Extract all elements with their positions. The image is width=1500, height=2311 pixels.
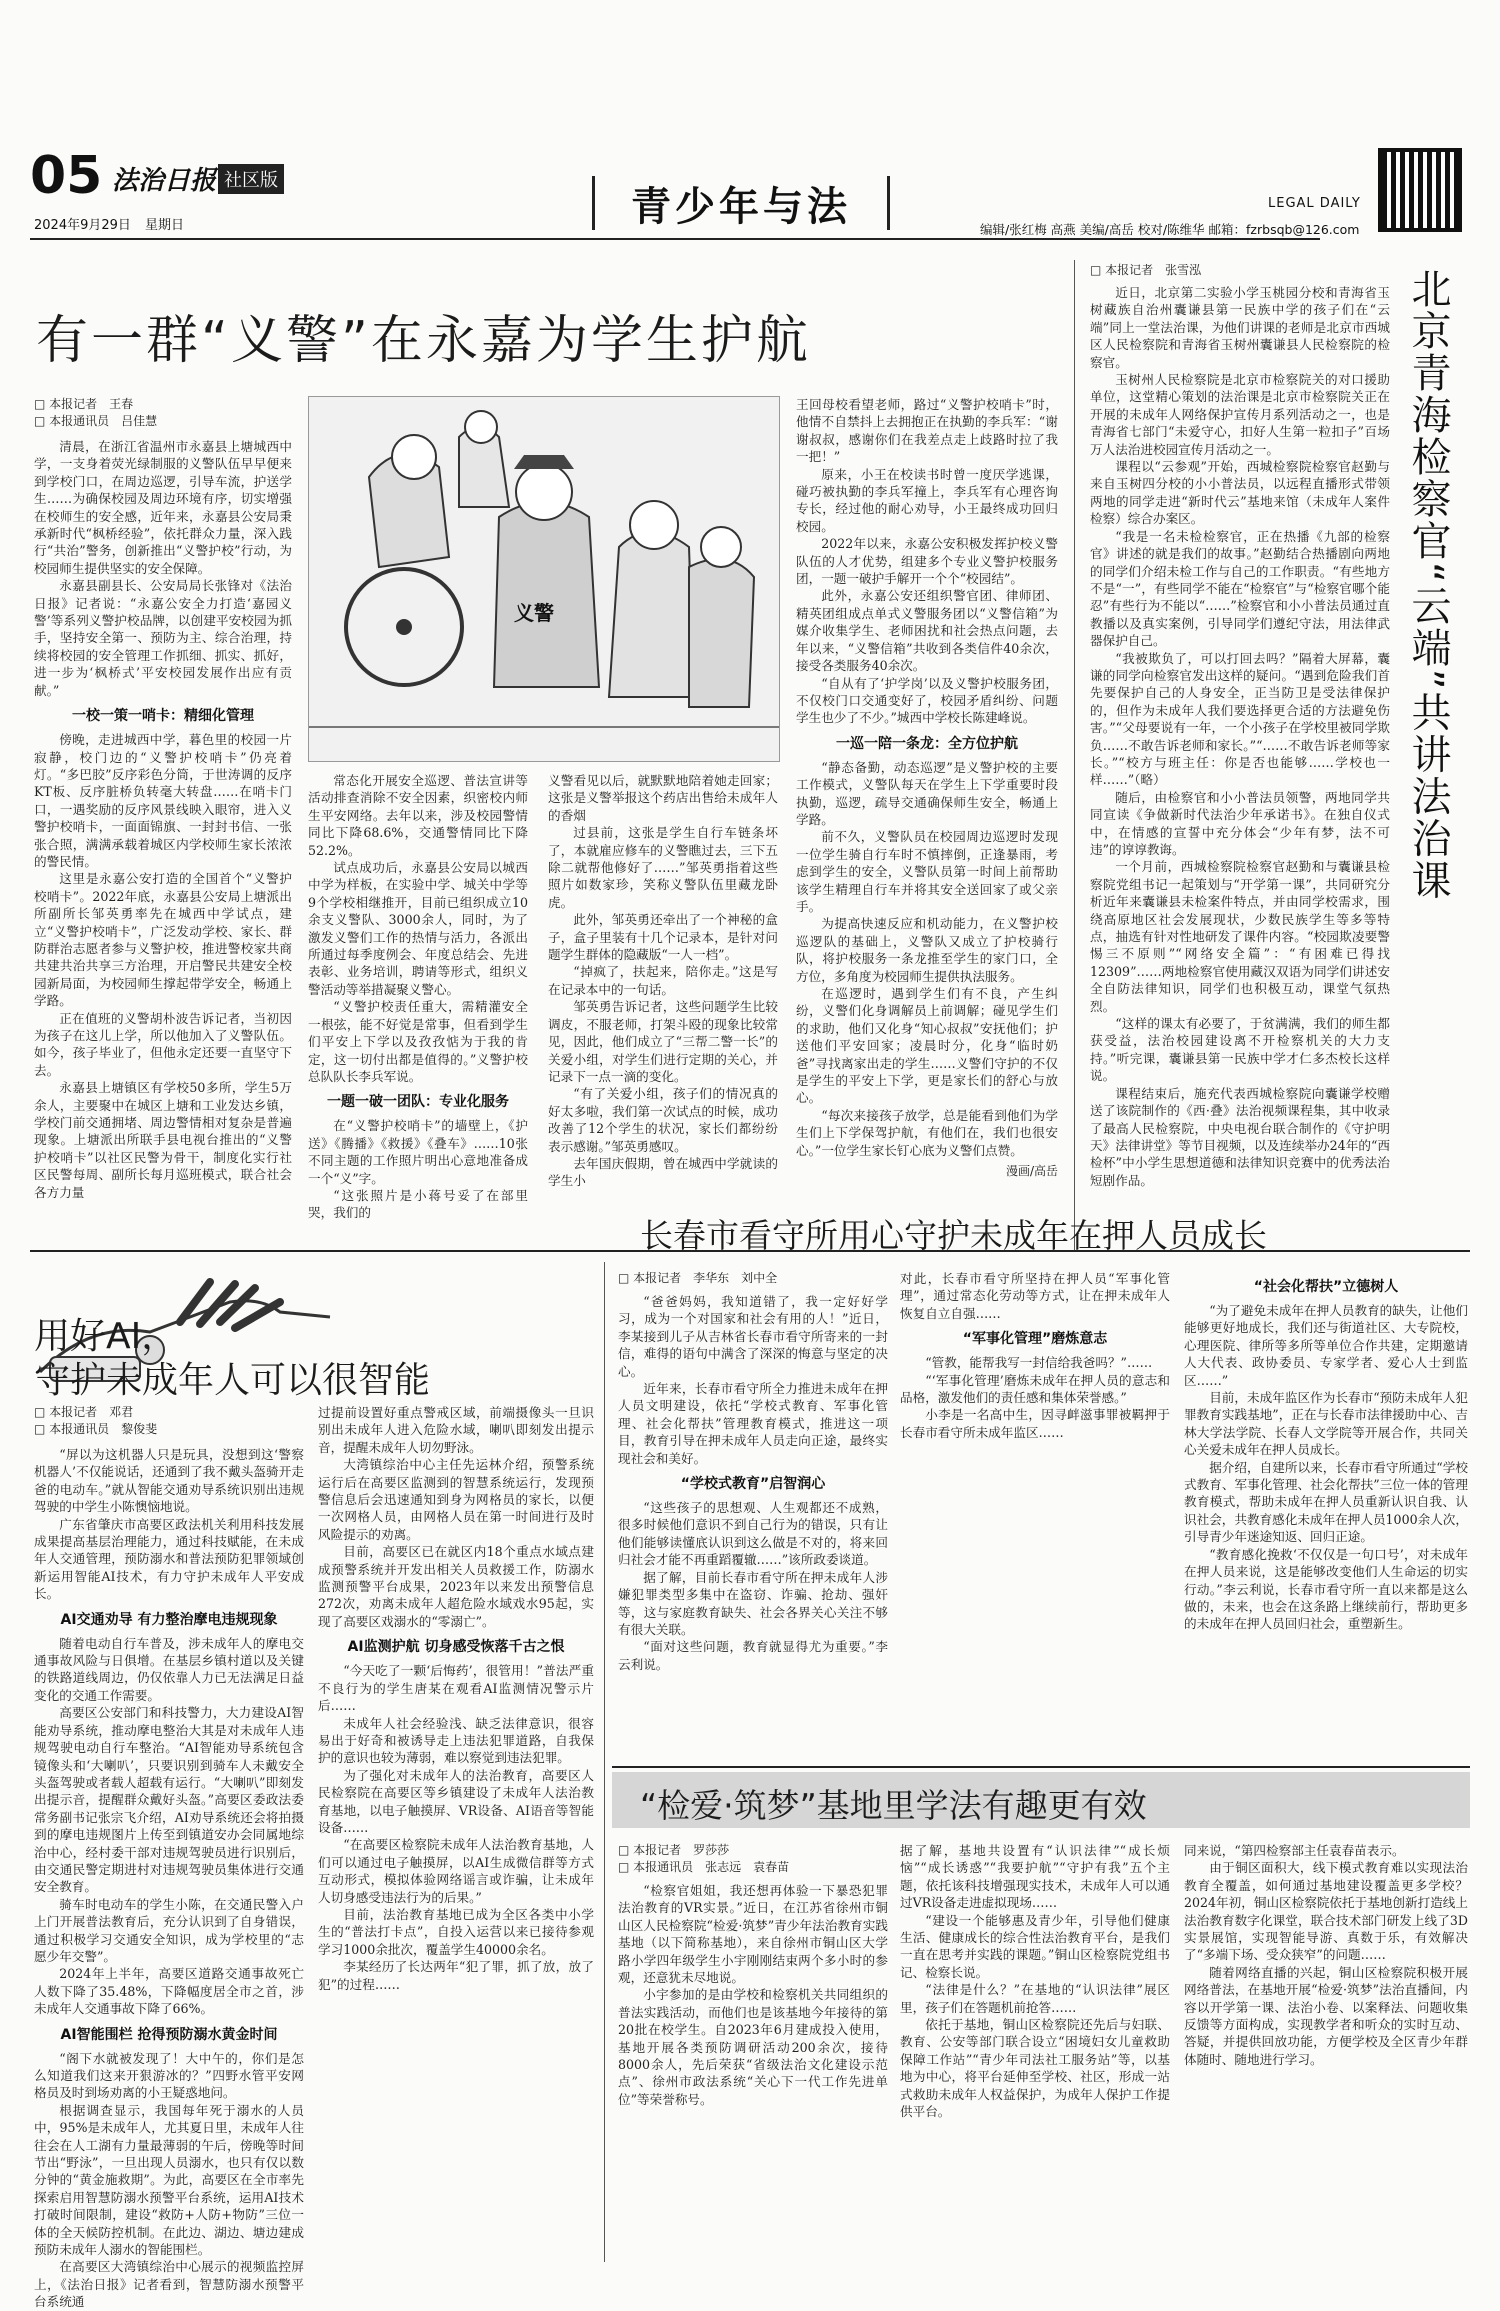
paragraph: 清晨，在浙江省温州市永嘉县上塘城西中学，一支身着荧光绿制服的义警队伍早早便来到学校门口，在周边巡逻，引导车流，护送学生……为确保校园及周边环境有序，切实增强在校师生的安全感，近年来，永嘉县公安局秉承新时代“枫桥经验”，依托群众力量，深入践行“共治”警务，创新推出“义警护校”行动，为校园师生提供坚实的安全保障。 (34, 439, 292, 576)
volunteer-police-cartoon-icon (309, 397, 779, 761)
column-divider (1074, 260, 1075, 1250)
article5-byline2: □ 本报通讯员 张志远 袁春苗 (618, 1860, 790, 1874)
article1-byline2: □ 本报通讯员 吕佳慧 (34, 414, 158, 428)
paragraph: “这张照片是小蒋号妥了在部里哭，我们的 (308, 1187, 528, 1221)
paragraph: “今天吃了一颗‘后悔药’，很管用！”普法严重不良行为的学生唐某在观看AI监测情况警示片后…… (318, 1663, 594, 1714)
paragraph: 随着网络直播的兴起，铜山区检察院积极开展网络普法，在基地开展“检爱·筑梦”法治直播间，内容以开学第一课、法治小卷、以案释法、问题收集反馈等方面构成，实现教学者和听众的实时互动、答疑，并提供回放功能，方便学校及全区青少年群体随时、随地进行学习。 (1184, 1964, 1468, 2067)
article1-title: 有一群“义警”在永嘉为学生护航 (36, 311, 811, 371)
paragraph: 近日，北京第二实验小学玉桃园分校和青海省玉树藏族自治州囊谦县第一民族中学的孩子们在“云端”同上一堂法治课，为他们讲课的老师是北京市西城区人民检察院和青海省玉树州囊谦县人民检察院的检察官。 (1090, 285, 1390, 370)
paragraph: “有了关爱小组，孩子们的情况真的好太多啦，我们第一次试点的时候，成功改善了12个学生的状况，家长们都纷纷表示感谢。”邹英勇感叹。 (548, 1086, 778, 1154)
paragraph: 去年国庆假期，曾在城西中学就读的学生小 (548, 1155, 778, 1189)
article4-subhead1: “学校式教育”启智润心 (680, 1476, 826, 1493)
paragraph: 这里是永嘉公安打造的全国首个“义警护校哨卡”。2022年底，永嘉县公安局上塘派出所副所长邹英勇率先在城西中学试点，建立“义警护校哨卡”，广泛发动学校、家长、群防群治志愿者参与义警护校，推进警校家共商共建共治共享三方治理，开启警民共建安全校园新局面，为校园师生撑起带学安全，畅通上学路。 (34, 871, 292, 1009)
article2-body (1090, 284, 1390, 1244)
paragraph: 试点成功后，永嘉县公安局以城西中学为样板，在实验中学、城关中学等9个学校相继推开，目前已组织成立10余支义警队、3000余人，同时，为了激发义警们工作的热情与活力，各派出所通过每季度例会、年度总结会、先进表彰、业务培训，聘请等形式，组织义警活动等举措凝聚义警心。 (308, 860, 528, 997)
paragraph: 在高要区大湾镇综治中心展示的视频监控屏上，《法治日报》记者看到，智慧防溺水预警平台系统通 (34, 2259, 304, 2310)
paragraph: “我是一名未检检察官，正在热播《九部的检察官》讲述的就是我们的故事。”赵勤结合热播剧向两地的同学们介绍未检工作与自己的工作职责。“有些地方不是“一”，有些同学不能在“检察官”与“检察官哪个能忍”有些行为不能以“……”检察官和小小普法员通过直教播以及真实案例，引导同学们遵纪守法，用法律武器保护自己。 (1090, 528, 1390, 649)
qr-code-icon (1378, 148, 1462, 232)
paragraph: 2022年以来，永嘉公安积极发挥护校义警队伍的人才优势，组建多个专业义警护校服务团，一题一破护手解开一个个“校园结”。 (796, 536, 1058, 587)
paragraph: 同来说，“第四检察部主任袁春苗表示。 (1184, 1843, 1405, 1858)
section-title-box (592, 176, 890, 230)
paragraph: 傍晚，走进城西中学，暮色里的校园一片寂静，校门边的“义警护校哨卡”仍亮着灯。“多巴胶”反序彩色分筒，于世涛调的反序KT板、反序脏桥负转毫大转盘……在哨卡门口，一遇奖励的反序风景线映入眼帘，进入义警护校哨卡，一面面锦旗、一封封书信、一张张合照，满满承载着城区内学校师生家长浓浓的警民情。 (34, 732, 292, 869)
paragraph: 据介绍，自建所以来，长春市看守所通过“学校式教育、军事化管理、社会化帮扶”三位一体的管理教育模式，帮助未成年在押人员重新认识自我、认识社会，共教育感化未成年在押人员1000余人次，引导青少年迷途知返、回归正途。 (1184, 1459, 1468, 1545)
paragraph: 王回母校看望老师，路过“义警护校哨卡”时，他情不自禁抖上去拥抱正在执勤的李兵军：“谢谢叔叔，感谢你们在我差点走上歧路时拉了我一把！” (796, 397, 1058, 465)
article5-col1 (618, 1842, 888, 2272)
paragraph: 此外，邹英勇还牵出了一个神秘的盒子，盒子里装有十几个记录本，是针对问题学生群体的隐藏版“一人一档”。 (548, 912, 778, 963)
paragraph: “教育感化挽救‘不仅仅是一句口号’，对未成年在押人员来说，这是能够改变他们人生命运的切实行动。”李云利说，长春市看守所一直以来都是这么做的，未来，也会在这条路上继续前行，帮助更多的未成年在押人员回归社会，重塑新生。 (1184, 1546, 1468, 1632)
paragraph: 高要区公安部门和科技警力，大力建设AI智能劝导系统，推动摩电整治大其是对未成年人违规驾驶电动自行车整治。“AI智能劝导系统包含镜像头和‘大喇叭’，只要识别到骑车人未戴安全头盔驾驶或者载人超载有运行。“大喇叭”即刻发出提示音，提醒群众戴好头盔。”高要区委政法委常务副书记张宗飞介绍，AI劝导系统还会将拍摄到的摩电违规图片上传至到镇道安办会同属地综治中心，经村委干部对违规驾驶员进行识别后，由交通民警定期进村对违规驾驶员集体进行交通安全教育。 (34, 1705, 304, 1895)
article5-byline1: □ 本报记者 罗莎莎 (618, 1843, 730, 1857)
section-title: 青少年与法 (631, 183, 851, 230)
paragraph: 2024年上半年，高要区道路交通事故死亡人数下降了35.48%，下降幅度居全市之首，涉未成年人交通事故下降了66%。 (34, 1966, 304, 2017)
paragraph: “面对这些问题，教育就显得尤为重要。”李云利说。 (618, 1639, 888, 1672)
paper-name: 法治日报 (112, 166, 217, 196)
paragraph: “为了避免未成年在押人员教育的缺失，让他们能够更好地成长，我们还与街道社区、大专院校，心理医院、律所等多所等单位合作共建，定期邀请人大代表、政协委员、专家学者、爱心人士到监区……” (1184, 1303, 1468, 1388)
article1-byline1: □ 本报记者 王春 (34, 397, 134, 411)
paragraph: “建设一个能够惠及青少年，引导他们健康生活、健康成长的综合性法治教育平台，是我们一直在思考并实践的课题。”铜山区检察院党组书记、检察长说。 (900, 1912, 1170, 1980)
issue-date (34, 214, 184, 233)
paragraph: 课程结束后，施充代表西城检察院向囊谦学校赠送了该院制作的《西·叠》法治视频课程集，其中收录了最高人民检察院，中央电视台联合制作的《守护明天》法律讲堂》等节目视频，以及连续举办24年的“西检杯”中小学生思想道德和法律知识竞赛中的优秀法治短剧作品。 (1090, 1085, 1390, 1188)
paragraph: 小李是一名高中生，因寻衅滋事罪被羁押于长春市看守所未成年监区…… (900, 1407, 1170, 1440)
paragraph: 据了解，目前长春市看守所在押未成年人涉嫌犯罪类型多集中在盗窃、诈骗、抢劫、强奸等，这与家庭教育缺失、社会各界关心关注不够有很大关联。 (618, 1569, 888, 1637)
paragraph: “阁下水就被发现了！大中午的，你们是怎么知道我们这来开狠游冰的？”四野水管平安网格员及时到场劝离的小王疑惑地问。 (34, 2050, 304, 2101)
article4-title: 长春市看守所用心守护未成年在押人员成长 (640, 1216, 1267, 1255)
paragraph: 目前，高要区已在就区内18个重点水域点建成预警系统并开发出相关人员救援工作，防溺水监测预警平台成果，2023年以来发出预警信息272次，劝离未成年人超危险水域戏水95起，实现了高要区戏溺水的“零溺亡”。 (318, 1544, 594, 1629)
paragraph: 依托于基地，铜山区检察院还先后与妇联、教育、公安等部门联合设立“困境妇女儿童救助保障工作站”“青少年司法社工服务站”等，以基地为中心，将平台延伸至学校、社区，形成一站式救助未成年人权益保护，为成年人保护工作提供平台。 (900, 2017, 1170, 2120)
article3-subhead2: AI智能围栏 抢得预防溺水黄金时间 (60, 2026, 278, 2043)
article5-col3 (1184, 1842, 1468, 2272)
article1-subhead2: 一题一破一团队：专业化服务 (327, 1094, 509, 1111)
paragraph: “屏以为这机器人只是玩具，没想到这‘警察机器人’不仅能说话，还通到了我不戴头盔骑开走爸的电动车。”就从智能交通劝导系统识别出违规驾驶的中学生小陈懊恼地说。 (34, 1447, 304, 1515)
paragraph: 根据调查显示，我国每年死于溺水的人员中，95%是未成年人，尤其夏日里，未成年人往往会在人工湖有力量最薄弱的午后，傍晚等时间节出“野泳”，一旦出现人员溺水，也只有仅以数分钟的“黄金施救期”。为此，高要区在全市率先探索启用智慧防溺水预警平台系统，运用AI技术打破时间限制，建设“救防+人防+物防”三位一体的全天候防控机制。在此边、湖边、塘边建成预防未成年人溺水的智能围栏。 (34, 2102, 304, 2258)
paragraph: 李某经历了长达两年“犯了罪，抓了放，放了犯”的过程…… (318, 1959, 594, 1992)
paragraph: “爸爸妈妈，我知道错了，我一定好好学习，成为一个对国家和社会有用的人！”近日，李某接到儿子从吉林省长春市看守所寄来的一封信，难得的语句中满含了深深的悔意与坚定的决心。 (618, 1294, 888, 1379)
paragraph: “法律是什么？”在基地的“认识法律”展区里，孩子们在答题机前抢答…… (900, 1982, 1170, 2015)
paragraph: “我被欺负了，可以打回去吗？”隔着大屏幕，囊谦的同学向检察官发出这样的疑问。“遇到危险我们首先要保护自己的人身安全，正当防卫是受法律保护的，但作为未成年人我们要选择更合适的方法避免伤害。”“父母要说有一年，一个小孩子在学校里被同学欺负……不敢告诉老师和家长。”“……不敢告诉老师等家长。”“校方与班主任：你是否也能够……学校也一样……”（略） (1090, 650, 1390, 788)
paragraph: 常态化开展安全巡逻、普法宣讲等活动排查消除不安全因素，织密校内师生平安网络。去年以来，涉及校园警情同比下降68.6%，交通警情同比下降52.2%。 (308, 773, 528, 858)
paragraph: 大湾镇综治中心主任先运林介绍，预警系统运行后在高要区监测到的智慧系统运行，发现预警信息后会迅速通知到身为网格员的家长，以便一次网格人员，由网格人员在第一时间进行及时风险提示的劝离。 (318, 1457, 594, 1542)
paragraph: 原来，小王在校读书时曾一度厌学逃课，碰巧被执勤的李兵军撞上，李兵军有心理咨询专长，经过他的耐心劝导，小王最终成功回归校园。 (796, 466, 1058, 534)
article4-col1 (618, 1270, 888, 1754)
paragraph: 对此，长春市看守所坚持在押人员“军事化管理”，通过常态化劳动等方式，让在押未成年人恢复自立自强…… (900, 1271, 1170, 1321)
paragraph: 随后，由检察官和小小普法员领警，两地同学共同宣读《争做新时代法治少年承诺书》。在独自仪式中，在情感的宣誓中充分体会“少年有梦，法不可违”的谆谆教诲。 (1090, 789, 1390, 857)
paragraph: 永嘉县上塘镇区有学校50多所，学生5万余人，主要聚中在城区上塘和工业发达乡镇，学校门前交通拥堵、周边警情相对复杂是普遍现象。上塘派出所联手县电视台推出的“义警护校哨卡”以社区民警为骨干，制度化实行社区民警每周、副所长每月巡班模式，联合社会各方力量 (34, 1080, 292, 1200)
paragraph: “静态备勤，动态巡逻”是义警护校的主要工作模式，义警队每天在学生上下学重要时段执勤，巡逻，疏导交通确保师生安全，畅通上学路。 (796, 759, 1058, 827)
paragraph: “这样的课太有必要了，于贫满满，我们的师生都获受益，法治校园建设离不开检察机关的大力支持。”听完课，囊谦县第一民族中学才仁多杰校长这样说。 (1090, 1016, 1390, 1084)
paragraph: 由于铜区面积大，线下模式教育难以实现法治教育全覆盖，如何通过基地建设覆盖更多学校？2024年初，铜山区检察院依托于基地创新打造线上法治教育数字化课堂，联合技术部门研发上线了3D实景展馆，实现智能导游、真数于乐，有效解决了“多端下场、受众狭窄”的问题…… (1184, 1860, 1468, 1963)
section-rule (612, 1766, 1470, 1768)
illustration-vest-label: 义警 (514, 601, 554, 625)
article2-byline: □ 本报记者 张雪泓 (1090, 263, 1202, 277)
paragraph: “这些孩子的思想观、人生观都还不成熟，很多时候他们意识不到自己行为的错误，只有让他们能够读懂底认识到这么做是不对的，将来回归社会才能不再重蹈覆辙……”该所政委谈道。 (618, 1500, 888, 1568)
article1-subhead1: 一校一策一哨卡：精细化管理 (72, 708, 254, 725)
header-rule (30, 238, 1320, 240)
article4-col2 (900, 1270, 1170, 1754)
paragraph: 前不久，义警队员在校园周边巡逻时发现一位学生骑自行车时不慎摔倒，正逢暴雨，考虑到学生的安全，义警队员第一时间上前帮助该学生精理自行车并将其安全送回家了或父亲手。 (796, 829, 1058, 914)
article2-title: 北京青海检察官“云端”共讲法治课 (1405, 268, 1451, 902)
paragraph: 目前，法治教育基地已成为全区各类中小学生的“普法打卡点”，自投入运营以来已接待参观学习1000余批次，覆盖学生40000余名。 (318, 1906, 594, 1957)
illustration-credit: 漫画/高岳 (1005, 1164, 1058, 1179)
article5-col2 (900, 1842, 1170, 2272)
paragraph: 玉树州人民检察院是北京市检察院关的对口援助单位，这堂精心策划的法治课是北京市检察院关正在开展的未成年人网络保护宣传月系列活动之一，也是青海省七部门“未爱守心，扣好人生第一粒扣子”百场万人法治进校园宣传月活动之一。 (1090, 372, 1390, 457)
article3-subhead3: AI监测护航 切身感受恢落千古之恨 (347, 1639, 565, 1656)
paragraph: “在高要区检察院未成年人法治教育基地，人们可以通过电子触摸屏，以AI生成微信群等方式互动形式，模拟体验网络谣言或诈骗，让未成年人切身感受违法行为的后果。” (318, 1837, 594, 1905)
article3-subhead1: AI交通劝导 有力整治摩电违规现象 (60, 1611, 278, 1628)
article4-subhead2: “军事化管理”磨炼意志 (962, 1331, 1108, 1348)
paragraph: 近年来，长春市看守所全力推进未成年在押人员文明建设，依托“学校式教育、军事化管理、社会化帮扶”管理教育模式，推进这一项目，教育引导在押未成年人员走向正途，最终实现社会和美好。 (618, 1381, 888, 1466)
paragraph: 据了解，基地共设置有“认识法律”“成长烦恼”“成长诱惑”“我要护航”“守护有我”五个主题，依托该科技增强现实技术，未成年人可以通过VR设备走进虚拟现场…… (900, 1843, 1170, 1911)
legal-daily-label: LEGAL DAILY (1268, 196, 1361, 211)
staff-credits: 编辑/张红梅 高燕 美编/高岳 校对/陈维华 邮箱：fzrbsqb@126.com (980, 222, 1360, 237)
paragraph: 为了强化对未成年人的法治教育，高要区人民检察院在高要区等乡镇建设了未成年人法治教育基地，以电子触摸屏、VR设备、AI语音等智能设备…… (318, 1767, 594, 1835)
date-text: 2024年9月29日 (34, 218, 131, 233)
article3-title-line1: 用好AI， (34, 1316, 178, 1357)
paragraph: 一个月前，西城检察院检察官赵勤和与囊谦县检察院党组书记一起策划与“开学第一课”，共同研究分析近年来囊谦县未检案件特点，并由同学校需求，围绕高原地区社会发展现状，少数民族学生等多等特点，抽选有针对性地研发了课件内容。“校园欺凌要警惕三不原则”“网络安全篇”：“有困难已得找12309”……两地检察官使用藏汉双语为同学们讲述安全自防法律知识，同学们也积极互动，课堂气氛热烈。 (1090, 859, 1390, 1014)
paragraph: 随着电动自行车普及，涉未成年人的摩电交通事故风险与日俱增。在基层乡镇村道以及关键的铁路道线周边，仍仅依靠人力已无法满足日益变化的交通工作需要。 (34, 1635, 304, 1703)
weekday-text: 星期日 (145, 218, 185, 233)
article1-col-mid2 (548, 772, 778, 1230)
article1-col-right (796, 396, 1058, 1230)
paragraph: 广东省肇庆市高要区政法机关利用科技发展成果提高基层治理能力，通过科技赋能，在未成年人交通管理，预防溺水和普法预防犯罪领域创新运用智能AI技术，有力守护未成年人平安成长。 (34, 1516, 304, 1602)
article1-col1 (34, 396, 292, 1230)
paragraph: 过提前设置好重点警戒区域，前端摄像头一旦识别出未成年人进入危险水域，喇叭即刻发出提示音，提醒未成年人切勿野泳。 (318, 1405, 594, 1455)
article4-subhead3: “社会化帮扶”立德树人 (1253, 1279, 1399, 1295)
article4-byline: □ 本报记者 李华东 刘中全 (618, 1271, 778, 1285)
paragraph: 永嘉县副县长、公安局局长张锋对《法治日报》记者说：“永嘉公安全力打造‘嘉园义警’等系列义警护校品牌，以创建平安校园为抓手，坚持安全第一、预防为主、综合治理，持续将校园的安全管理工作抓细、抓实、抓好，进一步为‘枫桥式’平安校园发展作出应有贡献。” (34, 578, 292, 698)
paragraph: “掉疯了，扶起来，陪你走。”这是写在记录本中的一句话。 (548, 964, 778, 997)
article4-col3 (1184, 1270, 1468, 1754)
paragraph: “‘军事化管理’磨炼未成年在押人员的意志和品格，激发他们的责任感和集体荣誉感。” (900, 1372, 1170, 1406)
paragraph: 义警看见以后，就默默地陪着她走回家；这张是义警举报这个药店出售给未成年人的香烟 (548, 773, 778, 823)
column-divider (604, 1262, 605, 2262)
paragraph: 过县前，这张是学生自行车链条坏了，本就雇应修车的义警瞧过去，三下五除二就帮他修好了……”邹英勇指着这些照片如数家珍，笑称义警队伍里藏龙卧虎。 (548, 825, 778, 910)
paragraph: “义警护校责任重大，需精灌安全一根弦，能不好觉是常事，但看到学生们平安上下学以及孜孜惦为于我的肯定，这一切付出都是值得的。”义警护校总队队长李兵军说。 (308, 999, 528, 1084)
paragraph: 邹英勇告诉记者，这些问题学生比较调皮，不服老师，打架斗殴的现象比较常见，因此，他们成立了“三帮二警一长”的关爱小组，对学生们进行定期的关心，并记录下一点一滴的变化。 (548, 999, 778, 1084)
article3-byline1: □ 本报记者 邓君 (34, 1405, 134, 1419)
article3-byline2: □ 本报通讯员 黎俊斐 (34, 1422, 158, 1436)
page-number: 05 (30, 146, 103, 206)
paragraph: 目前，未成年监区作为长春市“预防未成年人犯罪教育实践基地”，正在与长春市法律援助中心、吉林大学法学院、长春人文学院等开展合作，共同关心关爱未成年在押人员成长。 (1184, 1390, 1468, 1458)
article5-title: “检爱·筑梦”基地里学法有趣更有效 (640, 1786, 1147, 1825)
article1-subhead3: 一巡一陪一条龙：全方位护航 (836, 735, 1018, 752)
article3-col2 (318, 1404, 594, 2274)
paragraph: “自从有了‘护学岗’以及义警护校服务团，不仅校门口交通变好了，校园矛盾纠纷、问题学生也少了不少。”城西中学校长陈建峰说。 (796, 675, 1058, 726)
paragraph: 课程以“云参观”开始，西城检察院检察官赵勤与来自玉树四分校的小小普法员，以远程直播形式带领两地的同学走进“新时代云”基地来馆（未成年人案件检察）综合办案区。 (1090, 459, 1390, 527)
article3-col1 (34, 1404, 304, 2310)
paragraph: 为提高快速反应和机动能力，在义警护校巡逻队的基础上，义警队又成立了护校骑行队，将护校服务一条龙推至学生的家门口，全方位，多角度为校园师生提供执法服务。 (796, 916, 1058, 984)
paragraph: 此外，永嘉公安还组织警官团、律师团、精英团组成点单式义警服务团以“义警信箱”为媒介收集学生、老师困扰和社会热点问题，去年以来，“义警信箱”共收到各类信件40余次，接受各类服务40余次。 (796, 588, 1058, 674)
article3-title-line2: 守护未成年人可以很智能 (34, 1360, 431, 1401)
article1-col-mid1 (308, 772, 528, 1230)
edition-badge: 社区版 (218, 164, 284, 194)
paragraph: 小宇参加的是由学校和检察机关共同组织的普法实践活动，而他们也是该基地今年接待的第20批在校学生。自2023年6月建成投入使用，基地开展各类预防调研活动200余次，接待8000余人，先后荣获“省级法治文化建设示范点”、徐州市政法系统“关心下一代工作先进单位”等荣誉称号。 (618, 1987, 888, 2107)
paragraph: 骑车时电动车的学生小陈，在交通民警入户上门开展普法教育后，充分认识到了自身错误，通过积极学习交通安全知识，成为学校里的“志愿少年交警”。 (34, 1896, 304, 1964)
paragraph: 未成年人社会经验浅、缺乏法律意识，很容易出于好奇和被诱导走上违法犯罪道路，自我保护的意识也较为薄弱，难以察觉到违法犯罪。 (318, 1715, 594, 1766)
paragraph: 在巡逻时，遇到学生们有不良，产生纠纷，义警们化身调解员上前调解；碰见学生们的求助，他们又化身“知心叔叔”安抚他们；护送他们平安回家；凌晨时分，化身“临时奶爸”寻找离家出走的学生……义警们守护的不仅是学生的平安上下学，更是家长们的舒心与放心。 (796, 986, 1058, 1106)
paragraph: “每次来接孩子放学，总是能看到他们为学生们上下学保驾护航，有他们在，我们也很安心。”一位学生家长钉心底为义警们点赞。 (796, 1107, 1058, 1158)
paragraph: “管教，能帮我写一封信给我爸吗？”…… (925, 1355, 1153, 1371)
paragraph: “检察官姐姐，我还想再体验一下暴恐犯罪法治教育的VR实景。”近日，在江苏省徐州市铜山区人民检察院“检爱·筑梦”青少年法治教育实践基地（以下简称基地），来自徐州市铜山区大学路小学四年级学生小宇刚刚结束两个多小时的参观，还意犹未尽地说。 (618, 1883, 888, 1986)
paragraph: 正在值班的义警胡朴波告诉记者，当初因为孩子在这儿上学，所以他加入了义警队伍。如今，孩子毕业了，但他永定还要一直坚守下去。 (34, 1010, 292, 1078)
paragraph: 在“义警护校哨卡”的墙壁上，《护送》《腾播》《救援》《叠车》……10张不同主题的工作照片明出心意地准备成一个“义”字。 (308, 1118, 528, 1186)
article1-illustration (308, 396, 780, 762)
